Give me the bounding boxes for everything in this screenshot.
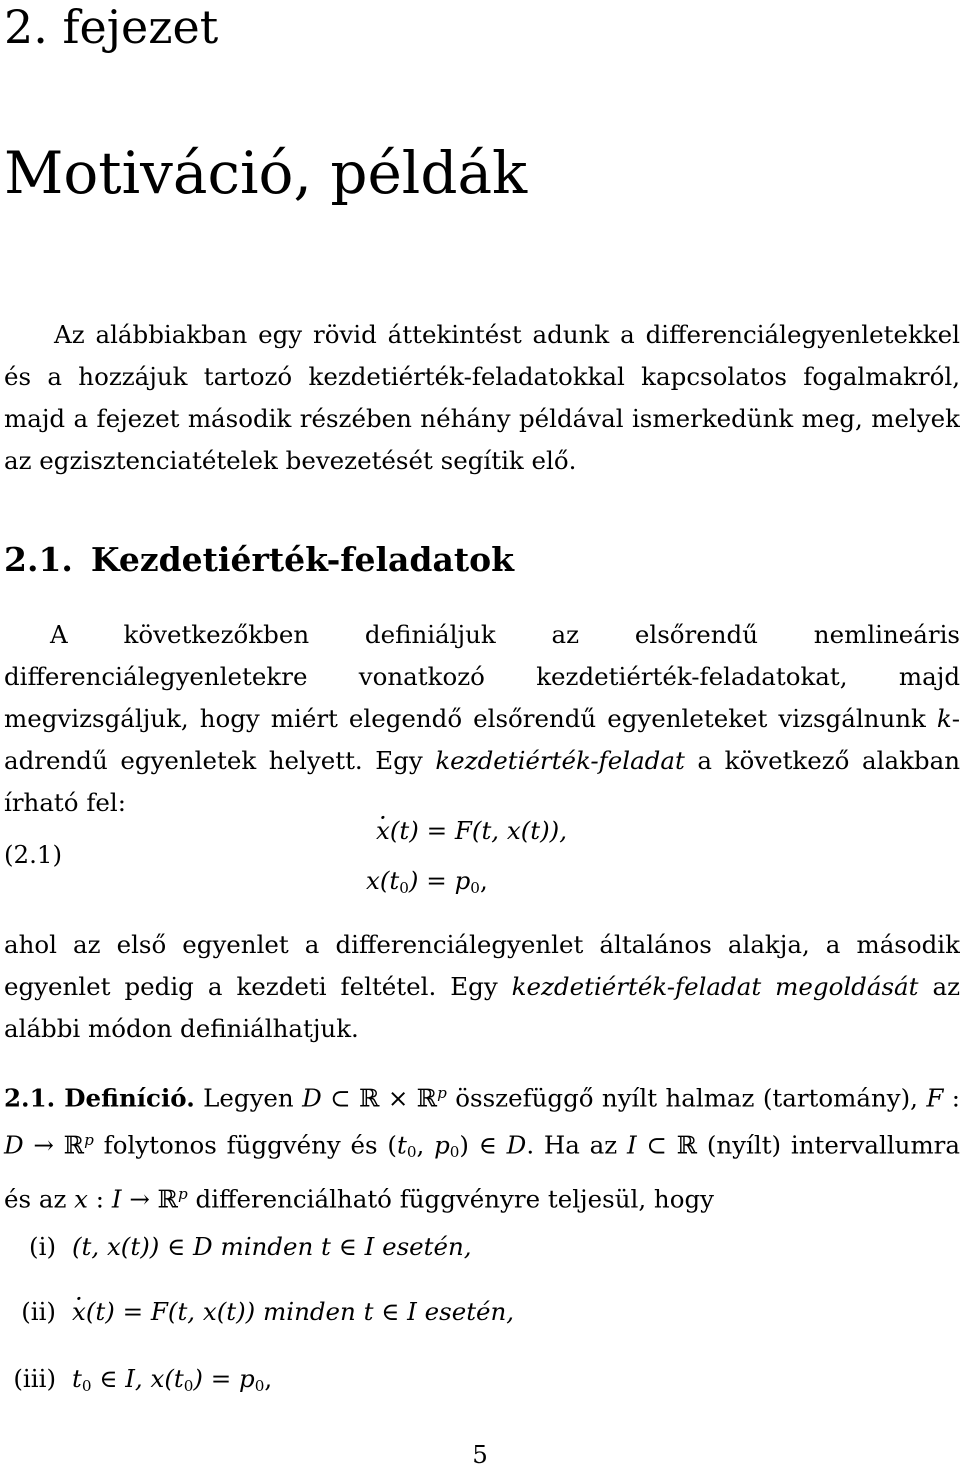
math-variable: D [302, 1083, 322, 1113]
condition-item [20, 1297, 514, 1327]
subscript: 0 [81, 1376, 92, 1395]
subscript: 0 [470, 878, 480, 897]
section-number: 2.1. [4, 540, 73, 579]
definition-label: 2.1. Definíció. [4, 1083, 195, 1113]
condition-text: (t, x(t)) ∈ D minden t ∈ I esetén, [72, 1232, 472, 1261]
math-variable: I [111, 1184, 122, 1214]
math-variable: x [74, 1184, 88, 1214]
math-variable: D [506, 1130, 527, 1160]
condition-item [10, 1364, 272, 1401]
math-variable: F [926, 1083, 944, 1113]
math-expression: → ℝ [121, 1184, 178, 1214]
subscript: 0 [399, 878, 409, 897]
paragraph-solution-intro [4, 924, 960, 1050]
math-expression: ) = p [408, 866, 471, 895]
text-run: ⊂ ℝ (nyílt) intervallumra és az [4, 1130, 960, 1214]
subscript: 0 [406, 1143, 417, 1162]
math-expression: x(t [366, 866, 400, 895]
punctuation: , [479, 866, 488, 895]
math-expression: → ℝ [23, 1130, 85, 1160]
page-number: 5 [472, 1440, 488, 1469]
text-run: A következőkben definiáljuk az elsőrendű nemlineáris differenciálegyenletekre vonatkozó kezdetiérték-feladatokat, majd megvizsgáljuk, hogy miért elegendő elsőrendű egyenleteket vizsgálnunk [4, 620, 960, 733]
math-variable: · x [376, 816, 390, 846]
math-variable: · x [72, 1297, 86, 1327]
math-expression: ∈ I, x(t [91, 1364, 184, 1393]
list-marker: (iii) [13, 1364, 56, 1393]
subscript: 0 [449, 1143, 460, 1162]
superscript: p [84, 1131, 94, 1150]
text-run: az alábbi módon definiálhatjuk. [4, 972, 960, 1043]
subscript: 0 [183, 1376, 194, 1395]
equation-line-1 [376, 816, 567, 846]
intro-paragraph: Az alábbiakban egy rövid áttekintést adunk a differenciálegyenletekkel és a hozzájuk tartozó kezdetiérték-feladatokkal kapcsolatos fogalmakról, majd a fejezet második részében néhány példával ismerkedünk meg, melyek az egzisztenciatételek bevezetését segítik elő. [4, 320, 960, 475]
text-run: . Ha az [526, 1130, 627, 1160]
text-run: ahol az első egyenlet a differenciálegyenlet általános alakja, a második egyenlet pedig a kezdeti feltétel. Egy [4, 930, 960, 1001]
text-run: , [416, 1130, 435, 1160]
math-variable: t [396, 1130, 407, 1160]
text-run: : [88, 1184, 112, 1214]
subscript: 0 [254, 1376, 265, 1395]
superscript: p [437, 1084, 447, 1102]
equation-line-2 [366, 866, 488, 903]
math-expression: ) ∈ [459, 1130, 507, 1160]
paragraph-definition-intro [4, 614, 960, 824]
math-variable: D [4, 1130, 24, 1160]
text-run: összefüggő nyílt halmaz (tartomány), [446, 1083, 927, 1113]
math-expression: ⊂ ℝ × ℝ [321, 1083, 438, 1113]
text-run: folytonos függvény és ( [93, 1130, 397, 1160]
chapter-title: Motiváció, példák [4, 139, 528, 207]
condition-text: (t) = F(t, x(t)) minden t ∈ I esetén, [85, 1297, 515, 1326]
text-run: a következő alakban írható fel: [4, 746, 960, 817]
text-run: -adrendű egyenletek helyett. Egy [4, 704, 960, 775]
section-heading [4, 540, 514, 580]
chapter-label: 2. fejezet [4, 0, 219, 54]
text-run: differenciálható függvényre teljesül, hogy [187, 1184, 714, 1214]
equation-number: (2.1) [4, 840, 63, 869]
math-variable: p [434, 1130, 450, 1160]
math-variable: I [626, 1130, 637, 1160]
definition-block [4, 1072, 960, 1221]
text-run: : [943, 1083, 960, 1113]
punctuation: , [264, 1364, 273, 1393]
list-marker: (i) [29, 1232, 56, 1261]
math-variable: t [72, 1364, 82, 1393]
text-run: Legyen [194, 1083, 303, 1113]
list-marker: (ii) [21, 1297, 56, 1326]
superscript: p [178, 1185, 188, 1204]
math-expression: (t) = F(t, x(t)), [389, 816, 567, 845]
condition-item [26, 1232, 472, 1262]
emphasized-term: kezdetiérték-feladat megoldását [511, 972, 919, 1001]
section-title: Kezdetiérték-feladatok [90, 540, 514, 579]
math-variable: k [936, 704, 952, 733]
emphasized-term: kezdetiérték-feladat [435, 746, 685, 775]
math-expression: ) = p [193, 1364, 255, 1393]
